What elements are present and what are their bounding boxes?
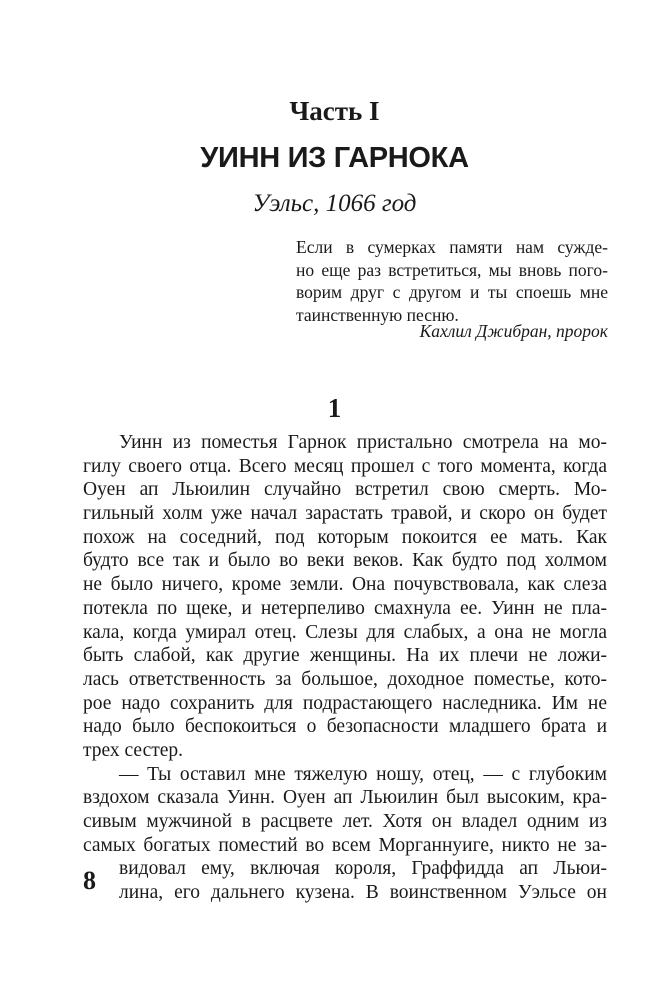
text-line: лась ответственность за большое, доходное поместье, кото- [83, 668, 607, 690]
text-line: гильный холм уже начал зарастать травой, и скоро он будет [83, 503, 607, 525]
text-line: — Ты оставил мне тяжелую ношу, отец, — с глубоким [119, 763, 607, 785]
epigraph-line: ворим друг с другом и ты споешь мне [296, 282, 608, 302]
text-line: быть слабой, как другие женщины. На их плечи не ложи- [83, 645, 607, 667]
epigraph-line: но еще раз встретиться, мы вновь пого- [296, 259, 608, 280]
chapter-subtitle: Уэльс, 1066 год [252, 190, 417, 217]
text-line: вздохом сказала Уинн. Оуен ап Льюилин был высоким, кра- [83, 787, 607, 809]
text-line: сивым мужчиной в расцвете лет. Хотя он владел одним из [83, 811, 607, 832]
text-line: Оуен ап Льюилин случайно встретил свою смерть. Мо- [83, 479, 607, 501]
paragraph [83, 431, 607, 763]
text-line: будто все так и было во веки веков. Как будто под холмом [83, 550, 607, 572]
paragraph [83, 763, 607, 905]
page-number: 8 [83, 866, 96, 895]
text-line: видовал ему, включая короля, Граффидда ап Льюи- [119, 858, 607, 880]
text-line: потекла по щеке, и нетерпеливо смахнула ее. Уинн не пла- [83, 597, 607, 619]
chapter-title: УИНН ИЗ ГАРНОКА [200, 142, 469, 174]
text-line: самых богатых поместий во всем Морганнуиге, никто не за- [83, 834, 607, 856]
text-line: рое надо сохранить для подрастающего наследника. Им не [83, 692, 607, 714]
part-label: Часть I [289, 96, 380, 126]
text-line: трех сестер. [83, 739, 184, 761]
text-line: надо было беспокоиться о безопасности младшего брата и [83, 716, 607, 738]
section-number: 1 [327, 393, 342, 423]
body-text [83, 431, 607, 905]
epigraph-author: Кахлил Джибран, пророк [419, 321, 608, 341]
epigraph [296, 236, 608, 326]
text-line: кала, когда умирал отец. Слезы для слабых, а она не могла [83, 621, 607, 643]
text-line: лина, его дальнего кузена. В воинственном Уэльсе он [119, 882, 607, 904]
text-line: Уинн из поместья Гарнок пристально смотрела на мо- [119, 432, 607, 453]
text-line: гилу своего отца. Всего месяц прошел с того момента, когда [83, 455, 607, 477]
text-line: похож на соседний, под которым покоится ее мать. Как [83, 526, 607, 548]
epigraph-line: таинственную песню. [296, 304, 459, 325]
text-line: не было ничего, кроме земли. Она почувствовала, как слеза [83, 574, 607, 596]
epigraph-line: Если в сумерках памяти нам сужде- [296, 237, 608, 257]
